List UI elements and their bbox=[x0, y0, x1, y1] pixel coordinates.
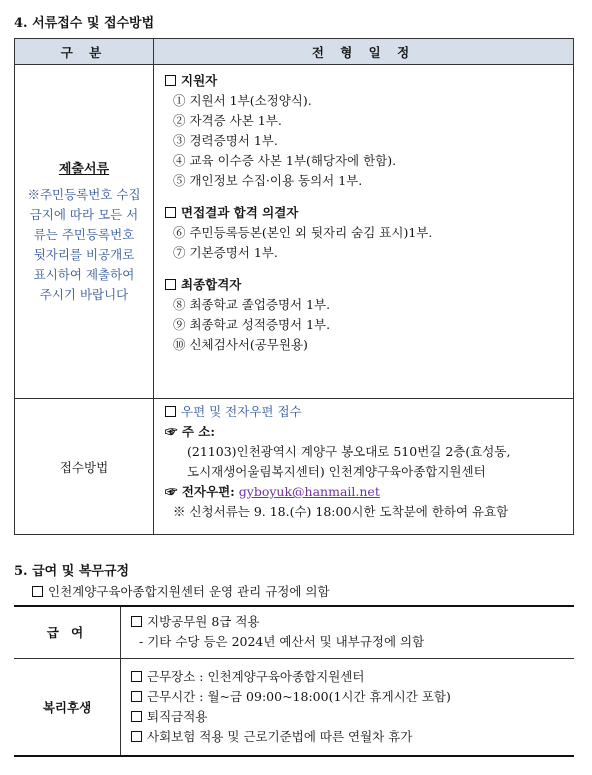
list-item: ③ 경력증명서 1부. bbox=[173, 133, 278, 148]
checkbox-square-icon bbox=[131, 671, 142, 682]
welfare-label: 복리후생 bbox=[14, 658, 121, 756]
group-applicant bbox=[165, 71, 565, 191]
pay-label: 급 여 bbox=[14, 606, 121, 658]
checkbox-square-icon bbox=[32, 586, 43, 597]
welfare-line: 사회보험 적용 및 근로기준법에 따른 연월차 휴가 bbox=[147, 728, 413, 744]
pay-welfare-table bbox=[14, 605, 574, 757]
group-final-passed bbox=[165, 275, 565, 355]
pay-content-cell bbox=[121, 606, 575, 658]
list-item: ⑩ 신체검사서(공무원용) bbox=[173, 337, 308, 352]
documents-row bbox=[15, 65, 574, 399]
section5-subtitle-row bbox=[32, 582, 330, 600]
pay-line: - 기타 수당 등은 2024년 예산서 및 내부규정에 의함 bbox=[139, 634, 425, 650]
documents-label-cell bbox=[15, 65, 154, 399]
header-schedule: 전 형 일 정 bbox=[154, 39, 574, 65]
list-item: ⑦ 기본증명서 1부. bbox=[173, 245, 278, 260]
group-title: 면접결과 합격 의결자 bbox=[181, 205, 299, 220]
checkbox-square-icon bbox=[131, 616, 142, 627]
pay-row bbox=[14, 606, 574, 658]
welfare-line: 퇴직금적용 bbox=[147, 708, 208, 724]
group-title: 지원자 bbox=[181, 73, 218, 88]
checkbox-square-icon bbox=[131, 691, 142, 702]
checkbox-square-icon bbox=[165, 406, 176, 417]
table-header-row bbox=[15, 39, 574, 65]
list-item: ② 자격증 사본 1부. bbox=[173, 113, 282, 128]
method-row bbox=[15, 399, 574, 535]
documents-table bbox=[14, 38, 574, 535]
welfare-line: 근무장소 : 인천계양구육아종합지원센터 bbox=[147, 668, 365, 684]
checkbox-square-icon bbox=[131, 731, 142, 742]
pay-line: 지방공무원 8급 적용 bbox=[147, 614, 260, 630]
email-label: ☞ 전자우편: bbox=[165, 484, 235, 499]
email-link[interactable]: gyboyuk@hanmail.net bbox=[238, 484, 380, 499]
checkbox-square-icon bbox=[165, 207, 176, 218]
checkbox-square-icon bbox=[131, 711, 142, 722]
section4-title: 4. 서류접수 및 접수방법 bbox=[14, 16, 155, 31]
group-title: 최종합격자 bbox=[181, 277, 242, 292]
welfare-line: 근무시간 : 월~금 09:00~18:00(1시간 휴게시간 포함) bbox=[147, 688, 451, 704]
list-item: ① 지원서 1부(소정양식). bbox=[173, 93, 312, 108]
documents-note: ※주민등록번호 수집금지에 따라 모든 서류는 주민등록번호 뒷자리를 비공개로 표시하여 제출하여 주시기 바랍니다 bbox=[27, 187, 141, 302]
checkbox-square-icon bbox=[165, 279, 176, 290]
welfare-content-cell bbox=[121, 658, 575, 756]
list-item: ⑥ 주민등록등본(본인 외 뒷자리 숨김 표시)1부. bbox=[173, 225, 433, 240]
header-category: 구 분 bbox=[15, 39, 154, 65]
deadline-notice: ※ 신청서류는 9. 18.(수) 18:00시한 도착분에 한하여 유효함 bbox=[173, 504, 509, 519]
list-item: ⑤ 개인정보 수집·이용 동의서 1부. bbox=[173, 173, 363, 188]
address-line: 도시재생어울림복지센터) 인천계양구육아종합지원센터 bbox=[187, 464, 486, 479]
welfare-row bbox=[14, 658, 574, 756]
list-item: ④ 교육 이수증 사본 1부(해당자에 한함). bbox=[173, 153, 397, 168]
method-label: 접수방법 bbox=[15, 399, 154, 535]
group-interview-passed bbox=[165, 203, 565, 263]
documents-content-cell bbox=[154, 65, 574, 399]
section5-title: 5. 급여 및 복무규정 bbox=[14, 564, 130, 579]
method-content-cell bbox=[154, 399, 574, 535]
list-item: ⑨ 최종학교 성적증명서 1부. bbox=[173, 317, 331, 332]
section5-subtitle: 인천계양구육아종합지원센터 운영 관리 규정에 의함 bbox=[48, 584, 330, 599]
address-line: (21103)인천광역시 계양구 봉오대로 510번길 2층(효성동, bbox=[187, 444, 511, 459]
documents-label: 제출서류 bbox=[58, 162, 110, 177]
list-item: ⑧ 최종학교 졸업증명서 1부. bbox=[173, 297, 331, 312]
checkbox-square-icon bbox=[165, 75, 176, 86]
address-label: ☞ 주 소: bbox=[165, 424, 215, 439]
method-heading: 우편 및 전자우편 접수 bbox=[181, 404, 302, 419]
